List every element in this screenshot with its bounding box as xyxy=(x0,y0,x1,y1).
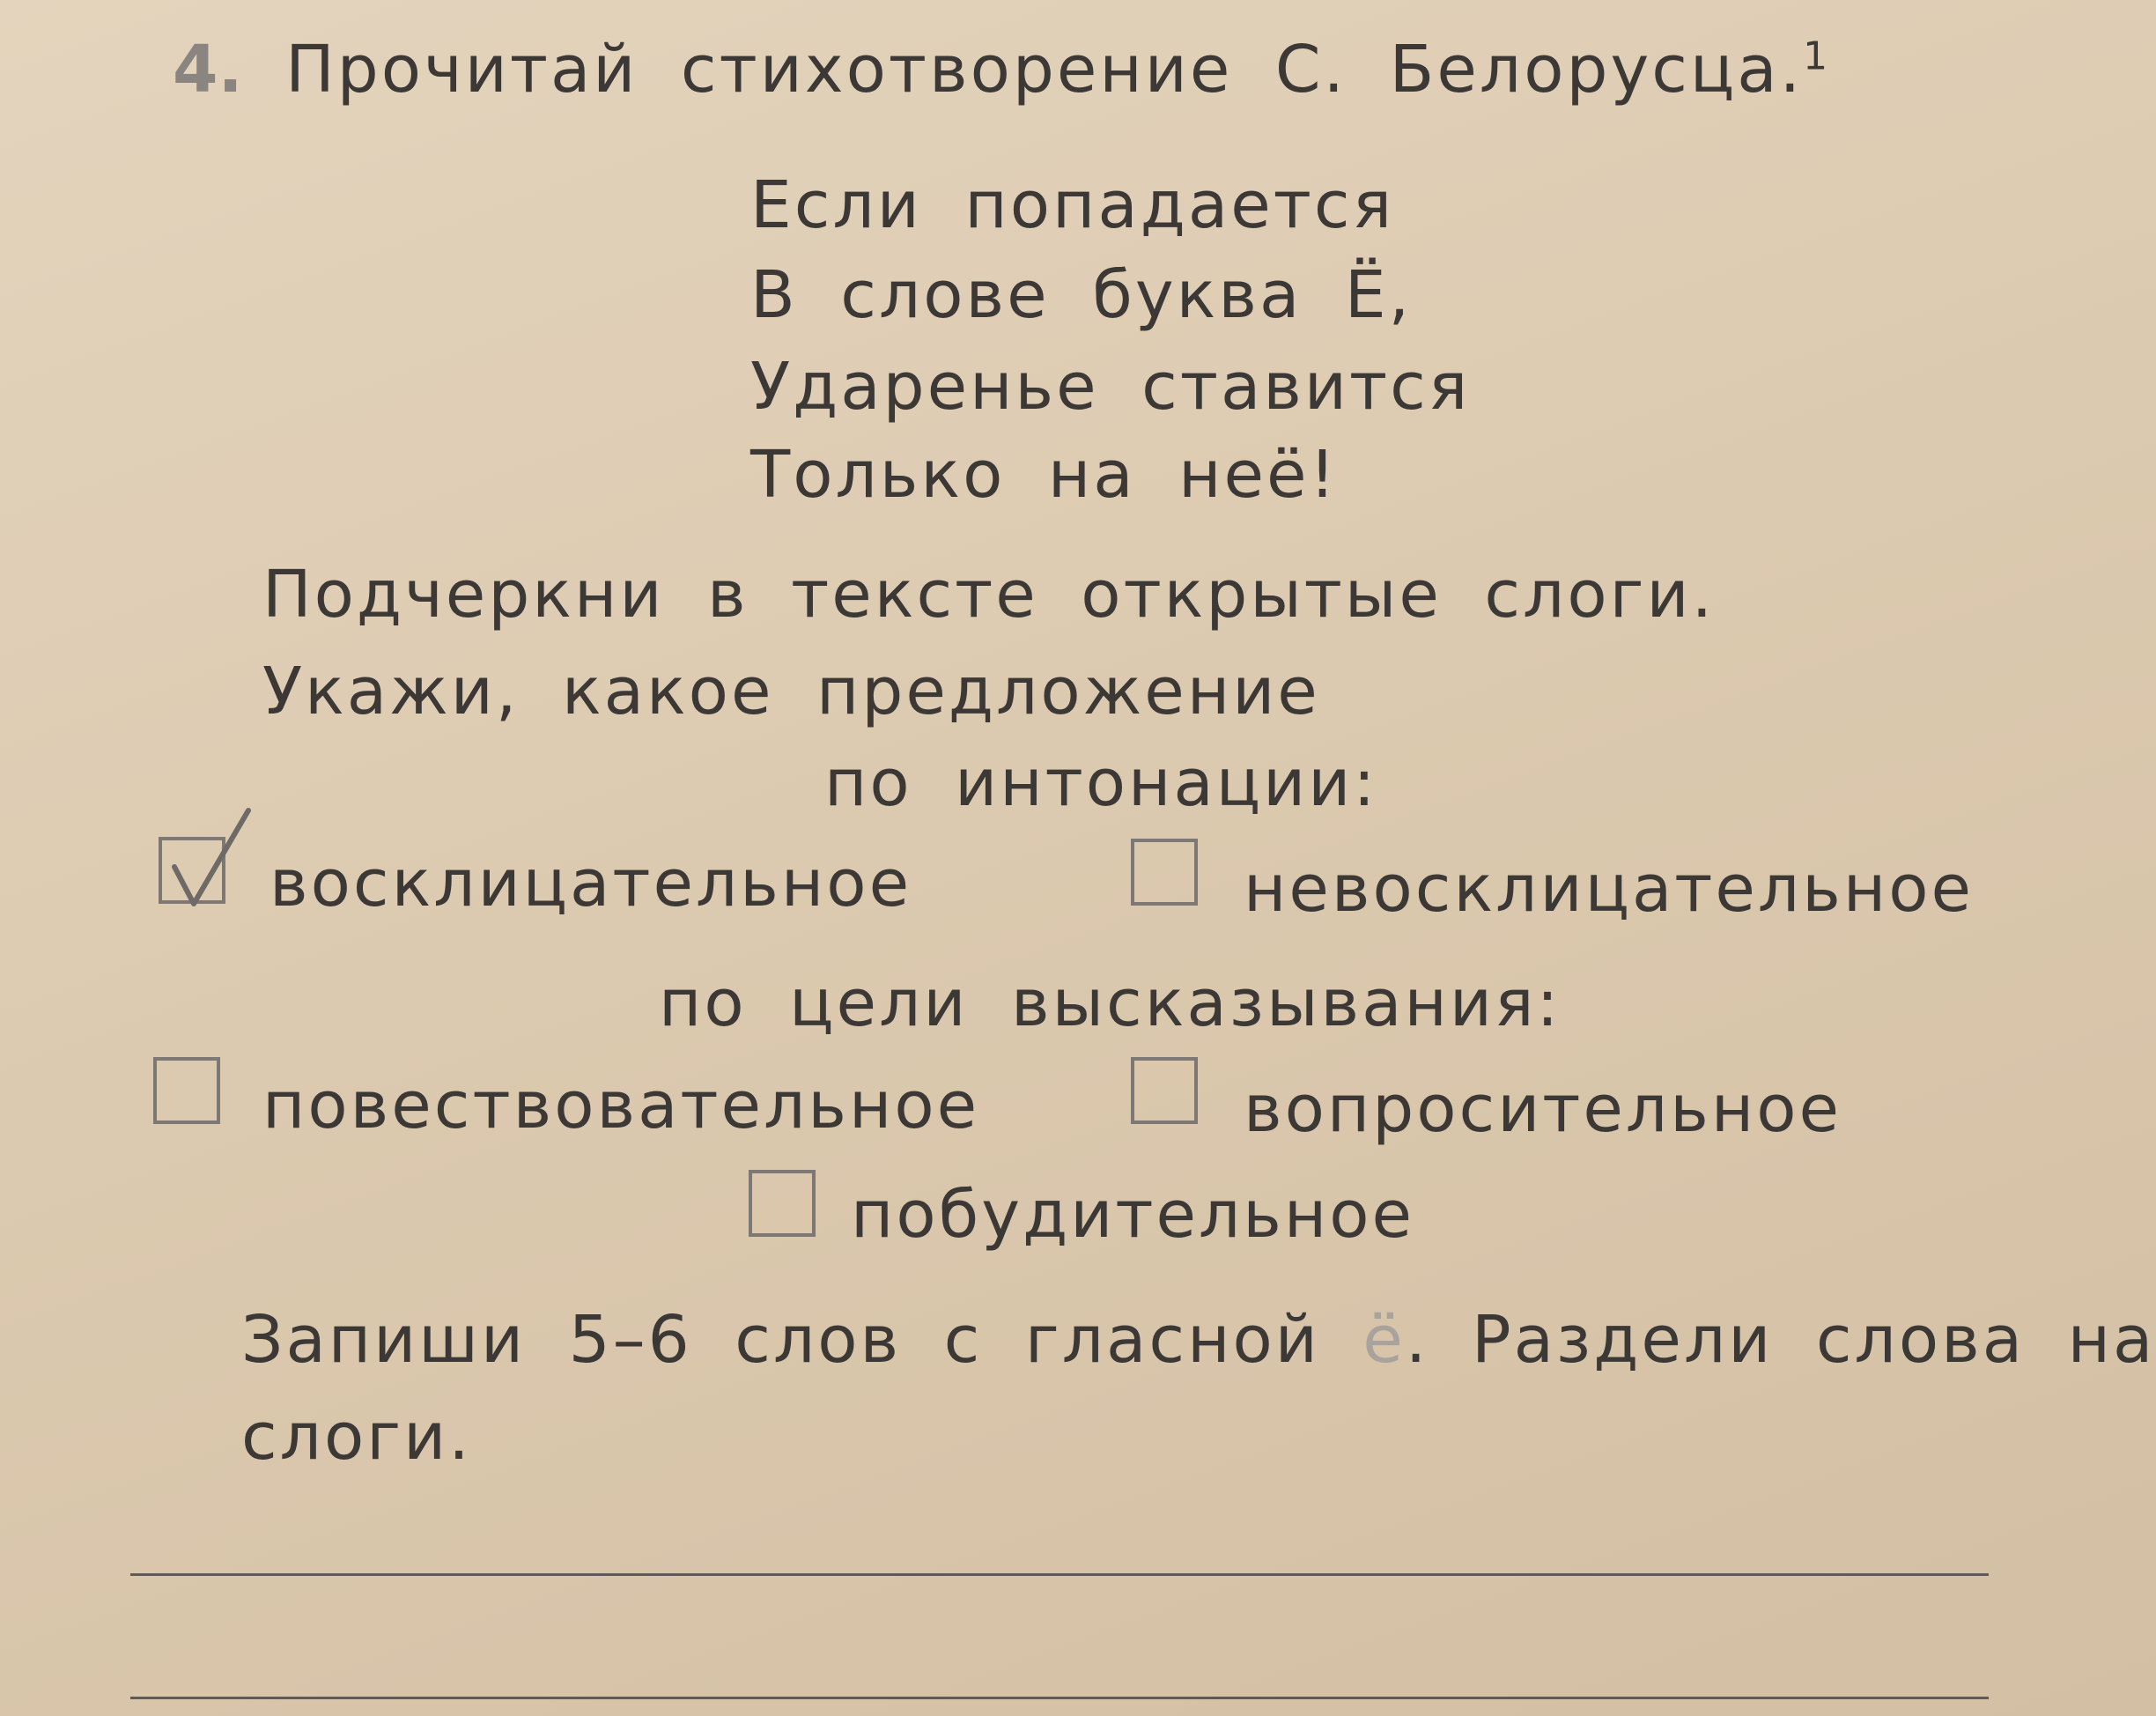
task-heading xyxy=(173,32,1828,107)
imperative-checkbox[interactable] xyxy=(749,1170,816,1237)
narrative-label: повествовательное xyxy=(262,1068,980,1143)
non-exclamatory-checkbox[interactable] xyxy=(1131,839,1198,906)
intonation-heading: по интонации: xyxy=(824,745,1378,821)
write-task-text: Запиши 5–6 слов с гласной xyxy=(241,1302,1320,1378)
interrogative-checkbox[interactable] xyxy=(1131,1057,1198,1124)
poem-line-3: Ударенье ставится xyxy=(750,349,1471,425)
vowel-yo: ё xyxy=(1362,1302,1406,1378)
underline-instruction: Подчеркни в тексте открытые слоги. xyxy=(262,557,1716,632)
write-task-divide: . Раздели слова на xyxy=(1405,1302,2156,1378)
exclamatory-checkbox[interactable] xyxy=(159,837,225,904)
task-number: 4. xyxy=(173,32,243,107)
task-title: Прочитай стихотворение С. Белорусца. xyxy=(285,32,1804,107)
write-task-line-2: слоги. xyxy=(241,1399,472,1475)
non-exclamatory-label: невосклицательное xyxy=(1244,851,1975,927)
answer-line-2[interactable] xyxy=(130,1697,1989,1699)
narrative-checkbox[interactable] xyxy=(153,1057,220,1124)
imperative-label: побудительное xyxy=(851,1177,1415,1253)
poem-line-4: Только на неё! xyxy=(750,437,1339,513)
write-task-line-1 xyxy=(241,1302,2156,1378)
purpose-heading: по цели высказывания: xyxy=(659,965,1562,1041)
specify-instruction: Укажи, какое предложение xyxy=(262,654,1320,729)
poem-line-1: Если попадается xyxy=(750,167,1395,243)
footnote-mark: 1 xyxy=(1803,33,1828,79)
answer-line-1[interactable] xyxy=(130,1573,1989,1576)
check-mark-icon xyxy=(167,805,255,911)
interrogative-label: вопросительное xyxy=(1244,1071,1842,1147)
exclamatory-label: восклицательное xyxy=(270,846,912,921)
poem-line-2: В слове буква Ё, xyxy=(750,257,1413,333)
